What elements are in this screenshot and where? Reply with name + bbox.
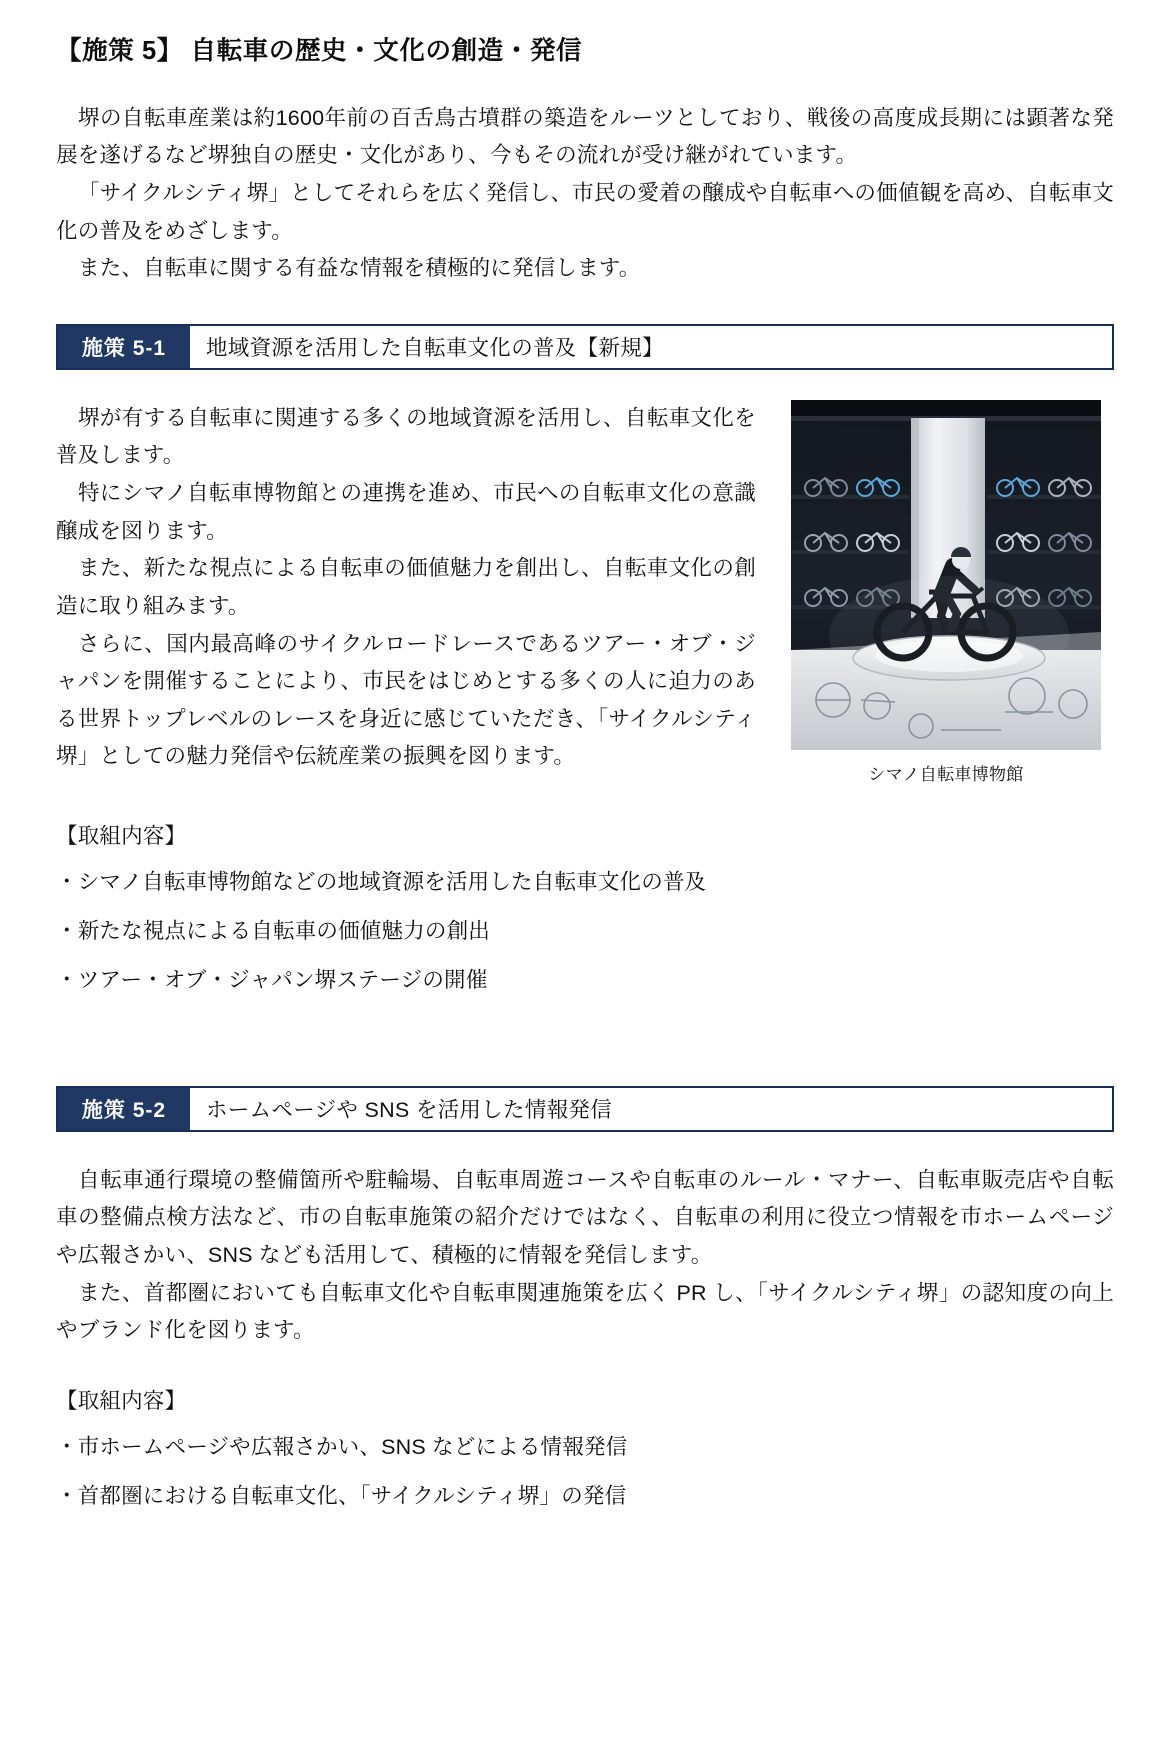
museum-photo — [791, 400, 1101, 750]
section-5-1-paragraph-3: また、新たな視点による自転車の価値魅力を創出し、自転車文化の創造に取り組みます。 — [56, 556, 757, 618]
section-5-2-effort-item-1: ・市ホームページや広報さかい、SNS などによる情報発信 — [56, 1434, 628, 1459]
page-content — [56, 28, 1114, 1514]
section-5-1-paragraph-4: さらに、国内最高峰のサイクルロードレースであるツアー・オブ・ジャパンを開催することにより、市民をはじめとする多くの人に迫力のある世界トップレベルのレースを身近に感じていただき、「サイクルシティ堺」としての魅力発信や伝統産業の振興を図ります。 — [56, 631, 756, 769]
section-5-1-paragraph-1: 堺が有する自転車に関連する多くの地域資源を活用し、自転車文化を普及します。 — [56, 405, 757, 468]
section-5-1-text — [56, 400, 756, 776]
section-tag-5-1: 施策 5-1 — [58, 326, 190, 368]
section-header-5-2 — [56, 1086, 1114, 1132]
section-5-2-effort-item-2: ・首都圏における自転車文化、「サイクルシティ堺」の発信 — [56, 1484, 627, 1509]
section-label-5-2: ホームページや SNS を活用した情報発信 — [190, 1088, 1112, 1130]
intro-paragraph-2: 「サイクルシティ堺」としてそれらを広く発信し、市民の愛着の醸成や自転車への価値観を高め、自転車文化の普及をめざします。 — [56, 180, 1114, 243]
section-5-1-effort-item-3: ・ツアー・オブ・ジャパン堺ステージの開催 — [56, 968, 488, 993]
section-5-2-paragraph-2: また、首都圏においても自転車文化や自転車関連施策を広く PR し、「サイクルシティ堺」の認知度の向上やブランド化を図ります。 — [56, 1280, 1114, 1343]
intro-paragraph-1: 堺の自転車産業は約1600年前の百舌鳥古墳群の築造をルーツとしており、戦後の高度成長期には顕著な発展を遂げるなど堺独自の歴史・文化があり、今もその流れが受け継がれています。 — [56, 105, 1114, 168]
section-5-1-paragraph-2: 特にシマノ自転車博物館との連携を進め、市民への自転車文化の意識醸成を図ります。 — [56, 481, 756, 543]
section-5-2-paragraph-1: 自転車通行環境の整備箇所や駐輪場、自転車周遊コースや自転車のルール・マナー、自転車販売店や自転車の整備点検方法など、市の自転車施策の紹介だけではなく、自転車の利用に役立つ情報を市ホームページや広報さかい、SNS なども活用して、積極的に情報を発信します。 — [56, 1167, 1114, 1267]
section-5-1-efforts-heading: 【取組内容】 — [56, 823, 187, 848]
section-5-2-text — [56, 1162, 1114, 1350]
intro-block — [56, 100, 1114, 288]
figure-block — [778, 400, 1114, 785]
figure-caption: シマノ自転車博物館 — [868, 764, 1024, 784]
intro-paragraph-3: また、自転車に関する有益な情報を積極的に発信します。 — [78, 256, 641, 281]
section-header-5-1 — [56, 324, 1114, 370]
section-5-1-effort-item-1: ・シマノ自転車博物館などの地域資源を活用した自転車文化の普及 — [56, 869, 707, 894]
section-5-2-efforts-heading: 【取組内容】 — [56, 1388, 187, 1413]
section-5-1-body — [56, 400, 1114, 785]
section-spacer — [56, 998, 1114, 1050]
section-label-5-1: 地域資源を活用した自転車文化の普及【新規】 — [190, 326, 1112, 368]
section-tag-5-2: 施策 5-2 — [58, 1088, 190, 1130]
section-5-1-effort-item-2: ・新たな視点による自転車の価値魅力の創出 — [56, 919, 491, 944]
page-title: 【施策 5】 自転車の歴史・文化の創造・発信 — [56, 37, 583, 65]
